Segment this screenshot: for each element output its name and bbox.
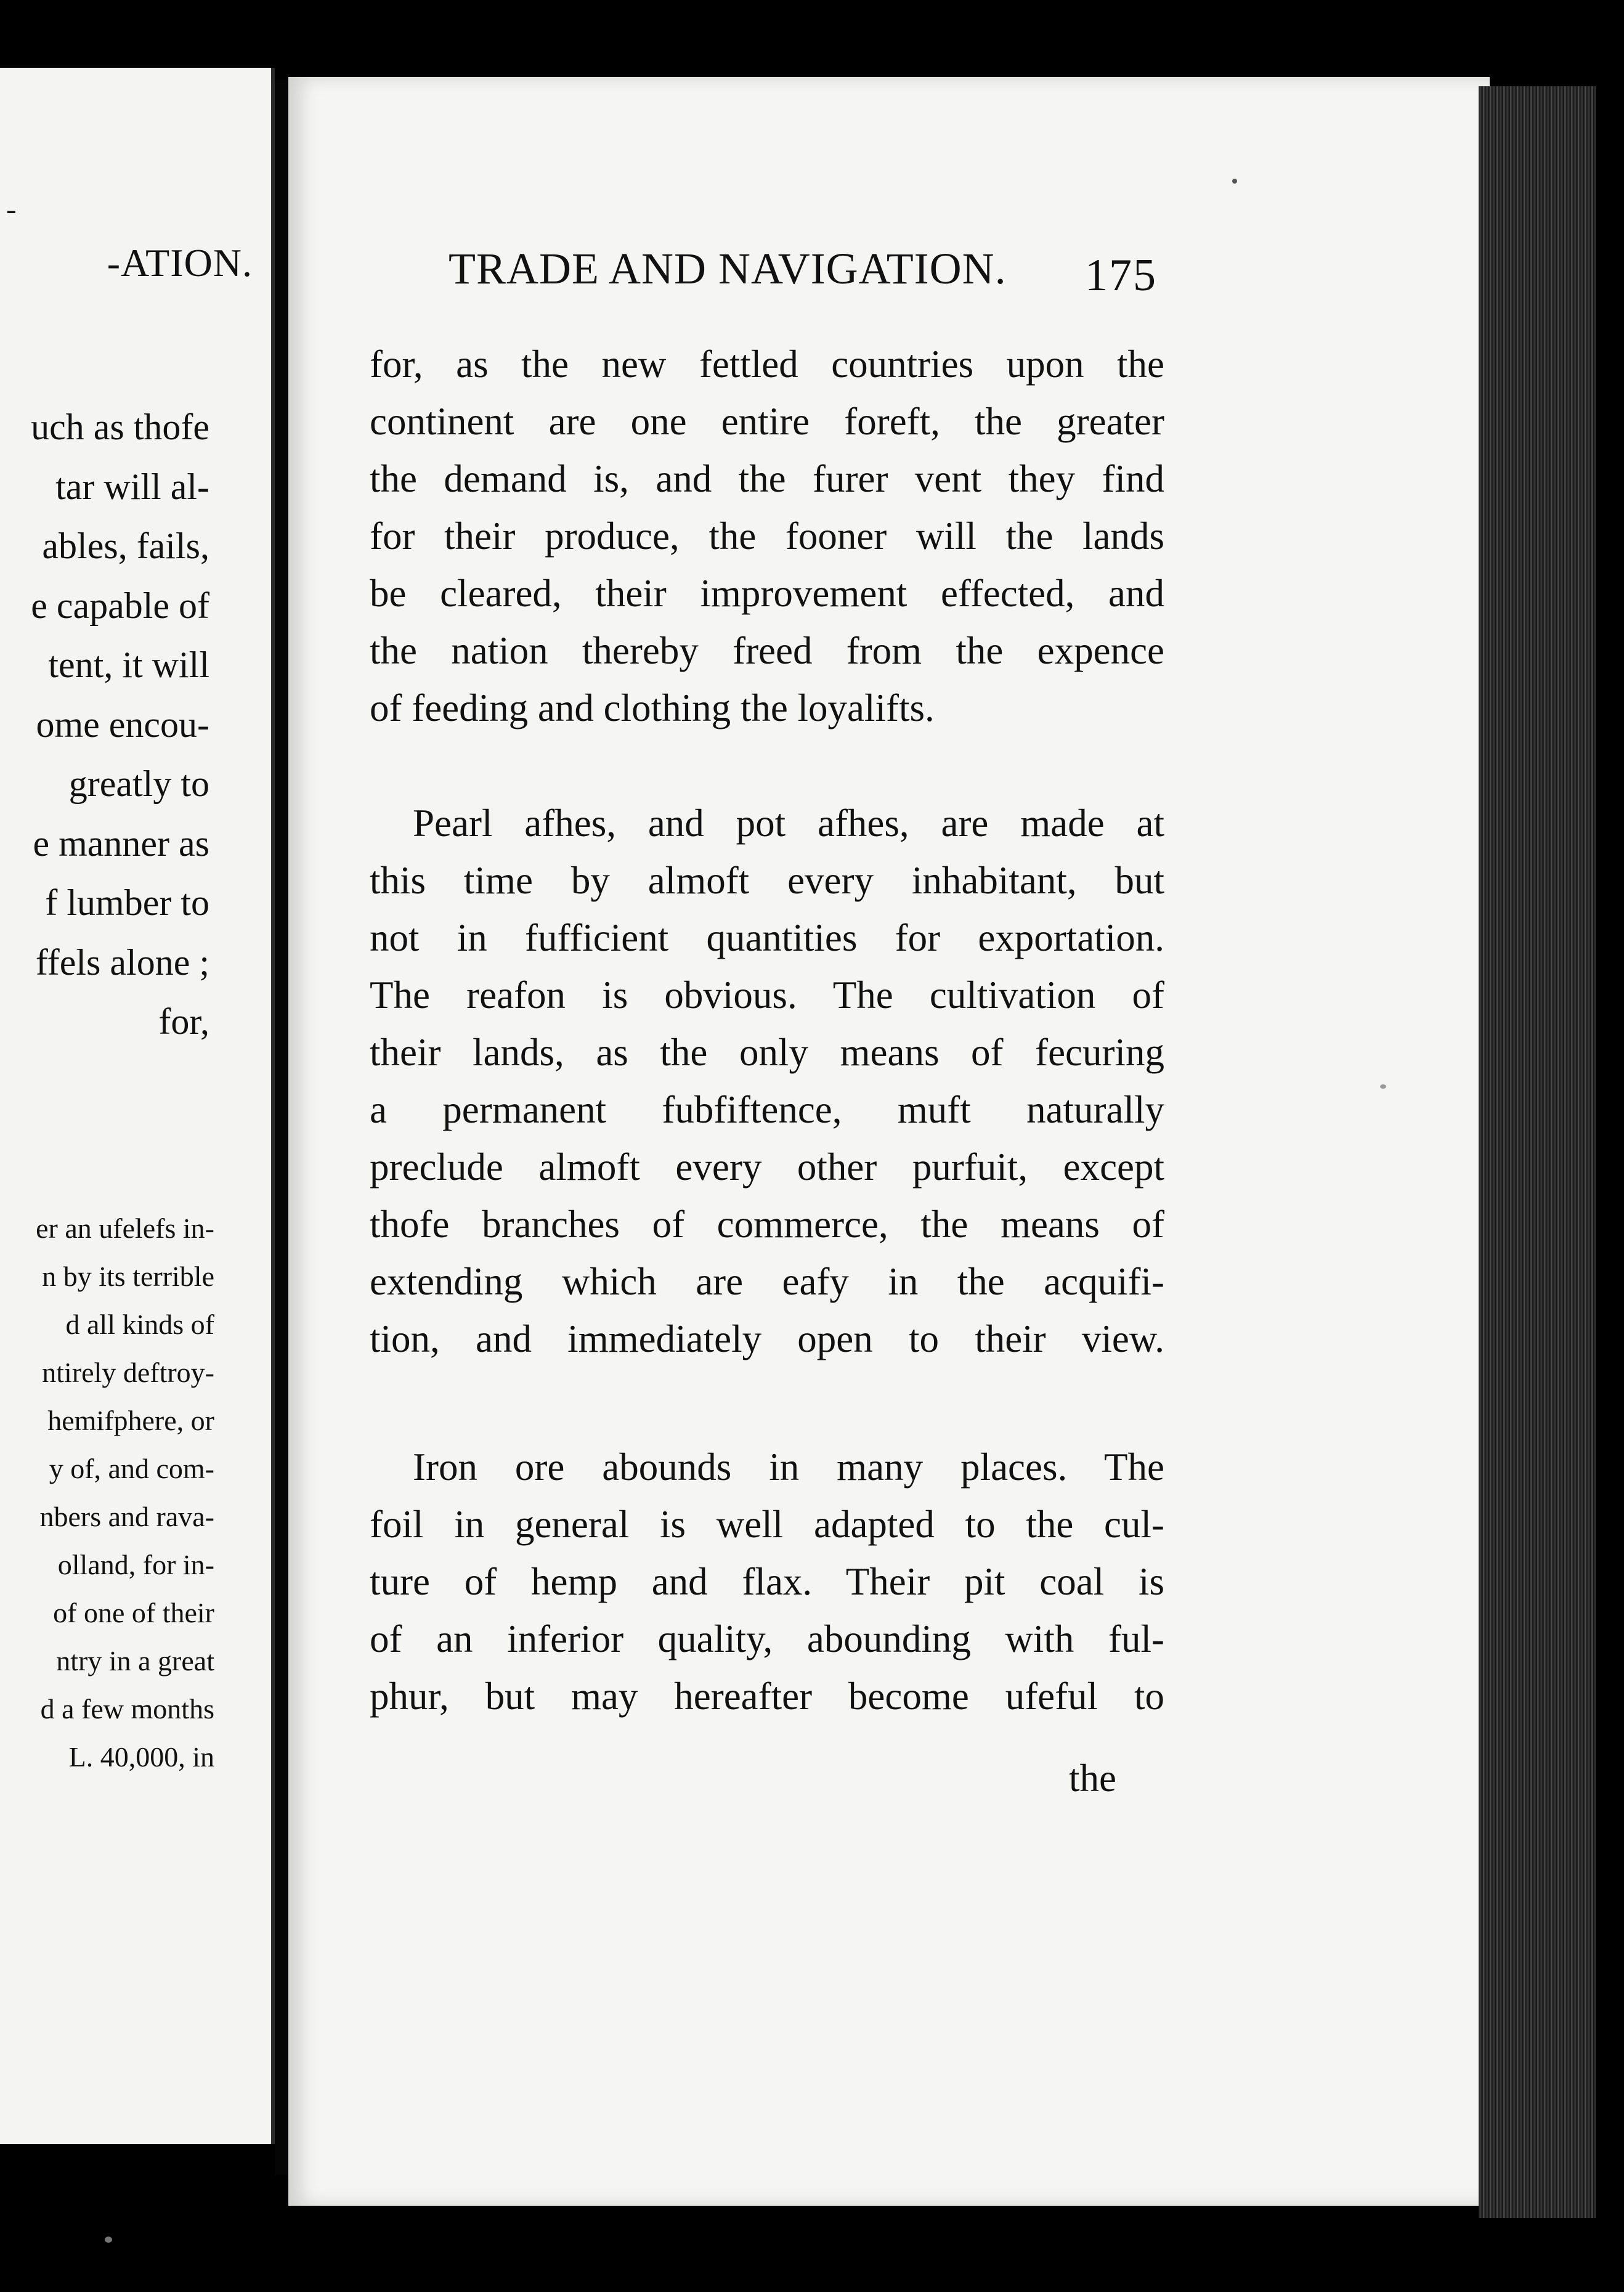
- text-line: of an inferior quality, abounding with ful-: [370, 1617, 1164, 1660]
- text-line: greatly to: [68, 763, 209, 804]
- left-page-running-head: -ATION.: [107, 241, 253, 285]
- text-line: tion, and immediately open to their view.: [370, 1317, 1164, 1360]
- running-head: [449, 243, 1157, 311]
- note-line: nbers and rava-: [39, 1501, 214, 1532]
- page-fore-edge: [1479, 86, 1596, 2218]
- paragraph-2: [370, 795, 1164, 1368]
- paragraph-1: [370, 336, 1164, 737]
- paragraph-3: [370, 1439, 1164, 1725]
- paper-speck: [1380, 1084, 1386, 1089]
- text-line: e manner as: [33, 823, 209, 864]
- note-line: y of, and com-: [49, 1453, 214, 1484]
- text-line: foil in general is well adapted to the cul-: [370, 1503, 1164, 1546]
- catchword: the: [1069, 1757, 1116, 1800]
- note-line: of one of their: [53, 1597, 214, 1628]
- page-number: 175: [1085, 250, 1157, 301]
- text-line: preclude almoft every other purfuit, except: [370, 1145, 1164, 1189]
- text-line: tar will al-: [55, 466, 209, 507]
- text-line: of feeding and clothing the loyalifts.: [370, 686, 935, 729]
- note-line: L. 40,000, in: [68, 1741, 214, 1773]
- note-line: ntirely deftroy-: [42, 1357, 214, 1388]
- left-page-mark: -: [6, 192, 17, 226]
- text-line: ffels alone ;: [35, 941, 209, 983]
- left-facing-page: [0, 68, 275, 2144]
- note-line: n by its terrible: [42, 1261, 214, 1292]
- text-line: for, as the new fettled countries upon the: [370, 343, 1164, 386]
- paper-speck: [105, 2237, 112, 2243]
- paper-speck: [1232, 179, 1237, 184]
- text-line: Iron ore abounds in many places. The: [413, 1445, 1164, 1489]
- note-line: hemifphere, or: [47, 1405, 214, 1436]
- note-line: d a few months: [40, 1693, 214, 1725]
- text-line: ture of hemp and flax. Their pit coal is: [370, 1560, 1164, 1603]
- text-line: ome encou-: [36, 704, 209, 745]
- text-line: continent are one entire foreft, the greater: [370, 400, 1164, 443]
- text-line: the demand is, and the furer vent they find: [370, 457, 1164, 500]
- text-line: their lands, as the only means of fecuring: [370, 1031, 1164, 1074]
- text-line: be cleared, their improvement effected, and: [370, 572, 1164, 615]
- note-line: er an ufelefs in-: [36, 1213, 214, 1244]
- text-line: the nation thereby freed from the expence: [370, 629, 1164, 672]
- left-page-footnote: [0, 1205, 214, 1781]
- left-page-main-text: [0, 397, 209, 1052]
- text-line: e capable of: [31, 585, 209, 626]
- text-line: thofe branches of commerce, the means of: [370, 1203, 1164, 1246]
- text-line: not in fufficient quantities for exportation.: [370, 916, 1164, 959]
- text-line: uch as thofe: [31, 407, 209, 447]
- text-line: for,: [158, 1001, 209, 1042]
- note-line: ntry in a great: [56, 1645, 214, 1676]
- text-line: for their produce, the fooner will the lands: [370, 514, 1164, 558]
- note-line: d all kinds of: [65, 1309, 214, 1340]
- text-line: The reafon is obvious. The cultivation of: [370, 973, 1164, 1017]
- running-head-title: TRADE AND NAVIGATION.: [449, 244, 1007, 293]
- text-line: this time by almoft every inhabitant, but: [370, 859, 1164, 902]
- text-line: tent, it will: [48, 644, 209, 685]
- text-line: extending which are eafy in the acquifi-: [370, 1260, 1164, 1303]
- text-line: ables, fails,: [42, 526, 209, 566]
- text-line: f lumber to: [45, 882, 209, 923]
- text-line: Pearl afhes, and pot afhes, are made at: [413, 802, 1164, 845]
- text-line: a permanent fubfiftence, muft naturally: [370, 1088, 1164, 1131]
- note-line: olland, for in-: [57, 1549, 214, 1580]
- text-line: phur, but may hereafter become ufeful to: [370, 1675, 1164, 1718]
